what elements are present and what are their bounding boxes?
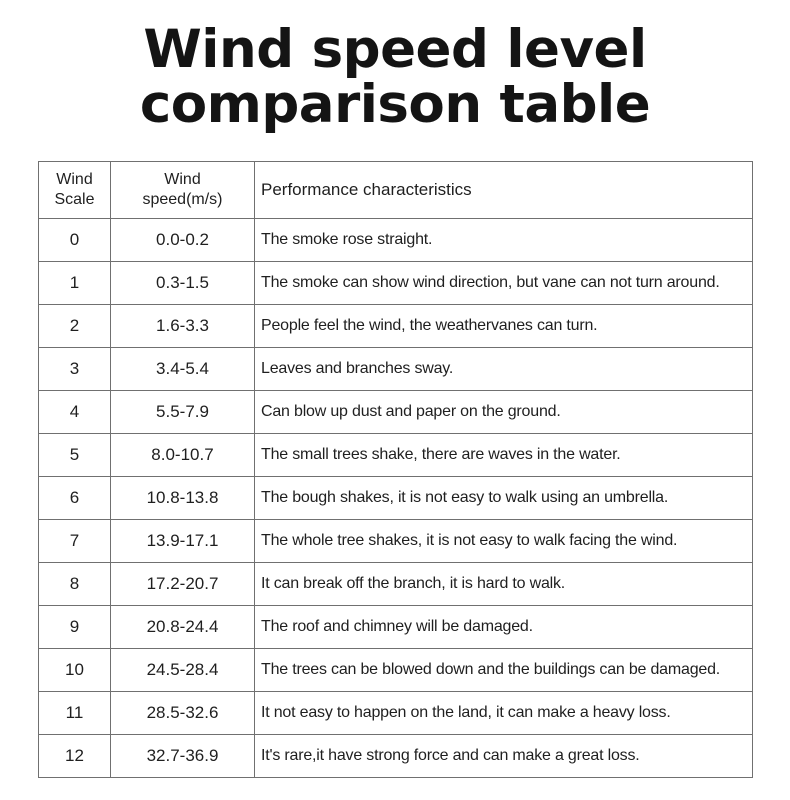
cell-speed: 8.0-10.7 <box>111 434 255 477</box>
table-row <box>39 348 753 391</box>
table-row <box>39 735 753 778</box>
cell-speed: 0.3-1.5 <box>111 262 255 305</box>
cell-description: The roof and chimney will be damaged. <box>255 606 753 649</box>
header-wind-scale <box>39 162 111 219</box>
table-row <box>39 391 753 434</box>
cell-description: People feel the wind, the weathervanes can turn. <box>255 305 753 348</box>
table-row <box>39 305 753 348</box>
cell-description: It's rare,it have strong force and can make a great loss. <box>255 735 753 778</box>
header-wind-scale-line-1: Wind <box>56 171 93 188</box>
cell-speed: 10.8-13.8 <box>111 477 255 520</box>
cell-description: It can break off the branch, it is hard to walk. <box>255 563 753 606</box>
cell-description: The whole tree shakes, it is not easy to walk facing the wind. <box>255 520 753 563</box>
cell-speed: 13.9-17.1 <box>111 520 255 563</box>
header-wind-speed <box>111 162 255 219</box>
cell-scale: 0 <box>39 219 111 262</box>
header-wind-speed-line-1: Wind <box>164 171 201 188</box>
cell-scale: 2 <box>39 305 111 348</box>
header-wind-scale-line-2: Scale <box>54 191 95 208</box>
cell-description: The small trees shake, there are waves in the water. <box>255 434 753 477</box>
cell-scale: 8 <box>39 563 111 606</box>
wind-scale-table <box>38 161 753 778</box>
table-row <box>39 434 753 477</box>
header-performance: Performance characteristics <box>255 162 753 219</box>
cell-speed: 24.5-28.4 <box>111 649 255 692</box>
table-row <box>39 477 753 520</box>
cell-speed: 1.6-3.3 <box>111 305 255 348</box>
cell-scale: 7 <box>39 520 111 563</box>
cell-speed: 32.7-36.9 <box>111 735 255 778</box>
table-row <box>39 219 753 262</box>
cell-speed: 5.5-7.9 <box>111 391 255 434</box>
cell-description: The smoke can show wind direction, but vane can not turn around. <box>255 262 753 305</box>
table-row <box>39 606 753 649</box>
page-title-line-2: comparison table <box>139 74 651 135</box>
cell-speed: 28.5-32.6 <box>111 692 255 735</box>
page-title <box>0 19 790 135</box>
table-header-row <box>39 162 753 219</box>
cell-speed: 3.4-5.4 <box>111 348 255 391</box>
header-wind-speed-line-2: speed(m/s) <box>142 191 223 208</box>
cell-description: The smoke rose straight. <box>255 219 753 262</box>
cell-scale: 3 <box>39 348 111 391</box>
table-row <box>39 692 753 735</box>
cell-speed: 0.0-0.2 <box>111 219 255 262</box>
cell-speed: 17.2-20.7 <box>111 563 255 606</box>
cell-description: It not easy to happen on the land, it can make a heavy loss. <box>255 692 753 735</box>
cell-description: The bough shakes, it is not easy to walk using an umbrella. <box>255 477 753 520</box>
cell-description: Can blow up dust and paper on the ground. <box>255 391 753 434</box>
cell-scale: 5 <box>39 434 111 477</box>
table-row <box>39 262 753 305</box>
table-row <box>39 520 753 563</box>
cell-scale: 9 <box>39 606 111 649</box>
cell-scale: 6 <box>39 477 111 520</box>
cell-description: Leaves and branches sway. <box>255 348 753 391</box>
cell-scale: 10 <box>39 649 111 692</box>
cell-scale: 1 <box>39 262 111 305</box>
table-row <box>39 649 753 692</box>
cell-scale: 4 <box>39 391 111 434</box>
cell-scale: 11 <box>39 692 111 735</box>
cell-speed: 20.8-24.4 <box>111 606 255 649</box>
cell-description: The trees can be blowed down and the buildings can be damaged. <box>255 649 753 692</box>
cell-scale: 12 <box>39 735 111 778</box>
page-title-line-1: Wind speed level <box>143 19 647 80</box>
table-row <box>39 563 753 606</box>
